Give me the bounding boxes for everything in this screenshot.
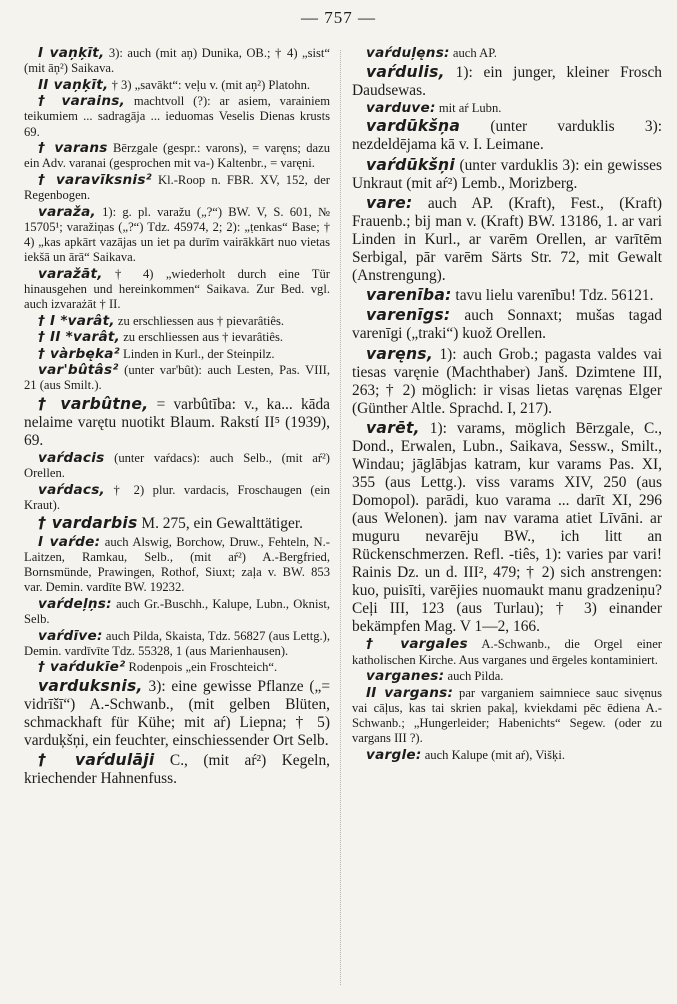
- entry-definition: Rodenpois „ein Froschteich“.: [125, 660, 278, 675]
- entry-headword: varenība:: [366, 286, 452, 305]
- entry-headword: vaŕduļęns:: [366, 46, 450, 61]
- entry-definition: auch Pilda.: [444, 669, 504, 684]
- dictionary-entry: [352, 101, 662, 116]
- dictionary-entry: [24, 751, 330, 788]
- dictionary-entry: [24, 205, 330, 266]
- entry-headword: varenīgs:: [366, 306, 451, 325]
- entry-definition: auch Gr.-Buschh., Kalupe, Lubn., Oknist, Selb.: [24, 596, 330, 627]
- dictionary-entry: [352, 637, 662, 667]
- dictionary-entry: [352, 748, 662, 763]
- page-number: — 757 —: [301, 8, 376, 27]
- entry-headword: † vargales: [366, 636, 468, 653]
- entry-definition: auch AP.: [449, 46, 497, 60]
- entry-definition: (unter vaŕdacs): auch Selb., (mit aŕ²) Orellen.: [24, 451, 330, 481]
- entry-definition: Bērzgale (gespr.: varons), = varęns; dazu ein Adv. varanai (gesprochen mit va-) Kaltenbr., = varęni.: [24, 141, 330, 171]
- dictionary-entry: [24, 629, 330, 659]
- entry-definition: zu erschliessen aus † pievarâtiês.: [114, 313, 285, 328]
- dictionary-entry: [24, 483, 330, 513]
- entry-definition: 3): eine gewisse Pflanze („= vidrīšī“) A.-Schwanb., (mit gelben Blüten, schmackhaft für Kühe; mit aŕ) Liepna; † 5) varduķšņi, ein feuchter, einschiessender Ort Selb.: [24, 677, 330, 749]
- entry-definition: † 3) „savākt“: veļu v. (mit aņ²) Platohn.: [108, 77, 311, 92]
- dictionary-entry: [24, 514, 330, 533]
- entry-headword: varganes:: [366, 668, 445, 685]
- dictionary-entry: [24, 677, 330, 750]
- entry-headword: vaŕdūkšņi: [366, 155, 455, 174]
- dictionary-entry: [24, 267, 330, 313]
- dictionary-entry: [24, 451, 330, 481]
- entry-headword: II vargans:: [366, 684, 454, 701]
- left-column: [24, 46, 330, 994]
- entry-headword: † varbûtne,: [38, 394, 149, 413]
- dictionary-entry: [352, 345, 662, 418]
- entry-definition: tavu lielu varenību! Tdz. 56121.: [451, 287, 654, 305]
- entry-headword: vare:: [366, 193, 413, 212]
- entry-headword: varažāt,: [38, 265, 103, 282]
- entry-headword: vargle:: [366, 746, 422, 763]
- dictionary-entry: [24, 173, 330, 203]
- entry-headword: † vaŕdulāji: [38, 751, 155, 770]
- entry-headword: varēt,: [366, 419, 420, 438]
- entry-definition: (unter varduklis 3): ein gewisses Unkraut (mit aŕ²) Lemb., Morizberg.: [352, 156, 662, 192]
- dictionary-entry: [24, 597, 330, 627]
- dictionary-entry: [352, 194, 662, 285]
- entry-definition: Linden in Kurl., der Steinpilz.: [119, 346, 275, 361]
- entry-definition: Kl.-Roop n. FBR. XV, 152, der Regenbogen.: [24, 172, 330, 203]
- dictionary-entry: [24, 46, 330, 76]
- entry-definition: zu erschliessen aus † ievarâtiês.: [120, 330, 284, 345]
- entry-definition: auch Kalupe (mit aŕ), Višķi.: [421, 747, 565, 762]
- dictionary-entry: [24, 94, 330, 140]
- entry-headword: varduve:: [366, 99, 436, 116]
- dictionary-entry: [352, 63, 662, 100]
- entry-definition: auch Pilda, Skaista, Tdz. 56827 (aus Lettg.), Demin. vardīvīte Tdz. 55328, 1 (aus Marienhausen).: [24, 628, 330, 658]
- entry-definition: mit aŕ Lubn.: [435, 100, 502, 115]
- entry-definition: par varganiem saimniece sauc sivęnus vai cāļus, kas tai skrien pakaļ, kviekdami pēc ēdiena A.-Schwanb.; „Hungerleider; Habenichts“ Segew. (oder zu vargans III ?).: [352, 685, 662, 746]
- dictionary-entry: [24, 330, 330, 345]
- entry-definition: auch Alswig, Borchow, Druw., Fehteln, N.-Laitzen, Ramkau, Selb., (mit aŕ²) A.-Bergfried, Bornsmünde, Prawingen, Rothof, Siuxt; zaļa v. BW. 853 var. Demin. vardīte BW. 19232.: [24, 534, 330, 595]
- dictionary-entry: [352, 419, 662, 636]
- dictionary-entry: [24, 347, 330, 362]
- dictionary-entry: [352, 669, 662, 684]
- dictionary-entry: [24, 363, 330, 393]
- entry-definition: † 2) plur. vardacis, Froschaugen (ein Kraut).: [24, 482, 330, 512]
- entry-headword: vardūkšņa: [366, 117, 461, 136]
- entry-definition: 3): auch (mit aņ) Dunika, OB.; † 4) „sist“ (mit āņ²) Saikava.: [24, 46, 330, 76]
- entry-definition: machtvoll (?): ar asiem, varainiem teikumiem ... sadragāja ... ieduomas Veselis Dienas krusts 69.: [24, 94, 330, 139]
- entry-headword: † varains,: [38, 93, 126, 110]
- entry-definition: = varbûtība: v., ka... kāda nelaime varętu nuotikt Blaum. Rakstí II⁵ (1939), 69.: [24, 395, 330, 449]
- dictionary-entry: [24, 141, 330, 171]
- entry-definition: (unter var'bût): auch Lesten, Pas. VIII, 21 (aus Smilt.).: [24, 363, 330, 393]
- entry-headword: varduksnis,: [38, 676, 143, 695]
- entry-definition: auch Sonnaxt; mušas tagad varenīgi („traki“) kuož Orellen.: [352, 307, 662, 343]
- dictionary-entry: [352, 156, 662, 193]
- entry-definition: auch AP. (Kraft), Fest., (Kraft) Frauenb.; bij man v. (Kraft) BW. 13186, 1. ar vari Linden in Kurl., ar varēm Orellen, ar varītēm Serbigal, pār varēm Särts Str. 72, mit Gewalt (Anstrengung).: [352, 194, 662, 284]
- dictionary-entry: [24, 660, 330, 675]
- entry-headword: vaŕdeļņs:: [38, 595, 112, 612]
- entry-headword: † varans: [38, 140, 108, 157]
- entry-definition: C., (mit aŕ²) Kegeln, kriechender Hahnenfuss.: [24, 752, 330, 788]
- dictionary-entry: [24, 314, 330, 329]
- entry-headword: † vàrbęka²: [38, 345, 120, 362]
- entry-headword: II vaņķīt,: [38, 76, 109, 93]
- entry-headword: var'bûtâs²: [38, 362, 119, 379]
- dictionary-entry: [24, 535, 330, 596]
- entry-definition: 1): g. pl. varažu („?“) BW. V, S. 601, № 15705¹; varažiņas („?“) Tdz. 45974, 2; 2): „ṭenkas“ Base; † 4) „kas apkārt vazājas un iet pa durīm vairākkārt nuo vietas iekšā un ārā“ Saikava.: [24, 204, 330, 265]
- entry-definition: M. 275, ein Gewalttätiger.: [137, 515, 303, 533]
- entry-definition: 1): auch Grob.; pagasta valdes vai tiesas varęnie (Machthaber) Janš. Dzimtene III, 263; † 2) möglich: ir visas lietas varęnas Elger (Günther Altle. Sprachd. I, 217).: [352, 345, 662, 417]
- dictionary-entry: [352, 306, 662, 343]
- dictionary-entry: [352, 117, 662, 154]
- dictionary-entry: [352, 286, 662, 305]
- entry-definition: 1): varams, möglich Bērzgale, C., Dond., Erwalen, Lubn., Saikava, Sessw., Smilt., Windau; jāglābjas katram, kur varams Pas. XI, 355 (aus Lettg.). viss varams XIV, 250 (aus Domopol). parādi, kuo varama ... darīt XI, 296 (aus Welonen). jam nav varama atiet Līvāni. ar muguru nevarēju BW., ich litt an Rückenschmerzen. Refl. -tiês, 1): varies par vari! Rainis Dz. un d. III², 479; † 2) sich anstrengen: kuo, puisīti, varējies nuomaukt manu gradzeniņu? Ceļi III, 123 (aus Turlau); † 3) einander bekämpfen Mag. V 1—2, 166.: [352, 420, 662, 636]
- dictionary-entry: [24, 395, 330, 450]
- entry-headword: † varavīksnis²: [38, 171, 152, 188]
- column-divider: [340, 50, 341, 985]
- entry-headword: † vaŕdukīe²: [38, 659, 126, 676]
- entry-headword: varęns,: [366, 344, 434, 363]
- dictionary-entry: [24, 78, 330, 93]
- entry-headword: I vaņķīt,: [38, 46, 105, 61]
- entry-headword: vaŕdacis: [38, 450, 105, 467]
- entry-headword: varaža,: [38, 203, 96, 220]
- entry-headword: † vardarbis: [38, 514, 138, 533]
- entry-definition: 1): ein junger, kleiner Frosch Daudsewas.: [352, 63, 662, 99]
- entry-definition: † 4) „wiederholt durch eine Tür hinausgehen und hereinkommen“ Saikava. Zur Bed. vgl. auch izvarażāt † II.: [24, 266, 330, 312]
- entry-definition: (unter varduklis 3): nezdeldējama kā v. I. Leimane.: [352, 118, 662, 154]
- entry-headword: † II *varât,: [38, 329, 121, 346]
- entry-headword: † I *varât,: [38, 312, 115, 329]
- dictionary-entry: [352, 46, 662, 61]
- entry-headword: I vaŕde:: [38, 533, 101, 550]
- entry-headword: vaŕdulis,: [366, 62, 445, 81]
- entry-headword: vaŕdacs,: [38, 481, 105, 498]
- right-column: [352, 46, 662, 994]
- entry-headword: vaŕdīve:: [38, 627, 103, 644]
- entry-definition: A.-Schwanb., die Orgel einer katholischen Kirche. Aus varganes und ērgeles kontaminiert.: [352, 637, 662, 667]
- dictionary-entry: [352, 686, 662, 747]
